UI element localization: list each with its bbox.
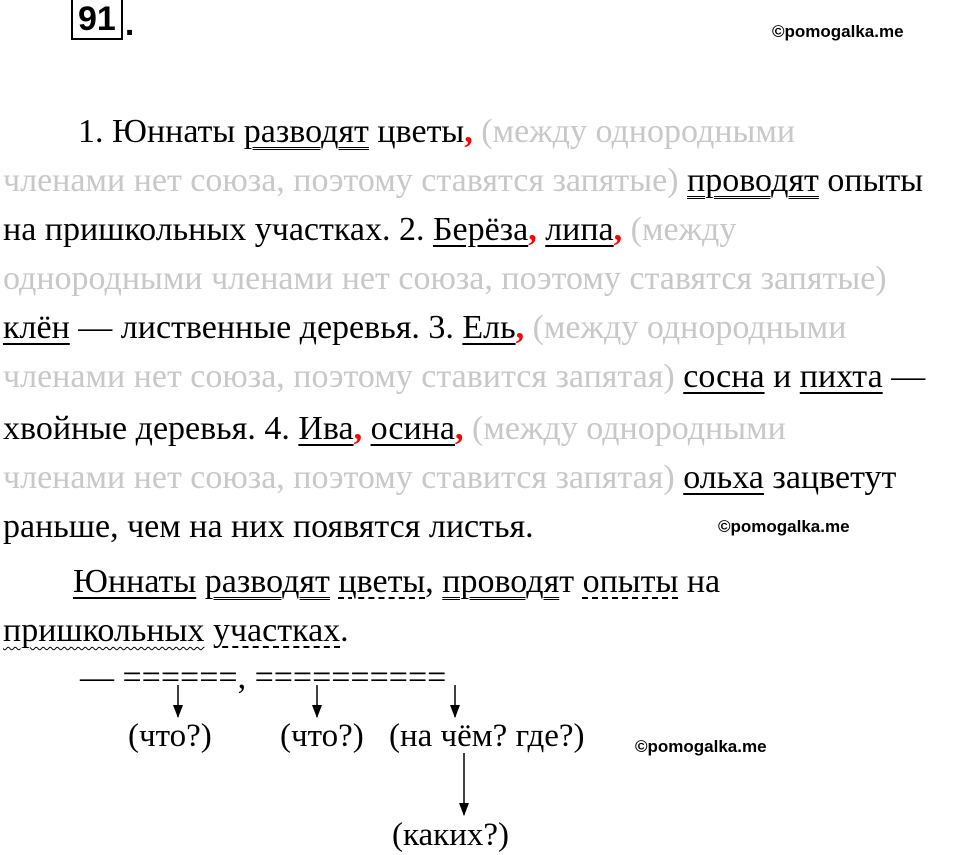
explanation-note: членами нет союза, поэтому ставятся запятые) — [3, 162, 679, 199]
analysis-preposition: на — [686, 563, 721, 600]
scheme-predicate-1: ====== — [122, 659, 238, 696]
analysis-predicate: проводя — [442, 563, 560, 600]
analysis-comma: , — [425, 563, 434, 600]
scheme-predicate-2: ========== — [254, 659, 447, 696]
word: цветы — [377, 113, 465, 150]
explanation-note: однородными членами нет союза, поэтому ставятся запятые) — [3, 260, 887, 297]
subject: клён — [3, 309, 70, 346]
subject: Берёза — [432, 211, 529, 248]
word: Юннаты — [112, 113, 236, 150]
analysis-attribute: пришкольных — [3, 612, 205, 649]
subject: ольха — [683, 459, 764, 496]
analysis-letter: т — [559, 563, 575, 600]
inserted-comma: , — [353, 410, 363, 447]
analysis-object: цветы — [338, 563, 426, 600]
watermark-top: ©pomogalka.me — [772, 22, 904, 41]
watermark-bottom: ©pomogalka.me — [635, 737, 767, 756]
text-fragment: — лиственные деревья. — [69, 309, 429, 346]
sentence-number-3: 3. — [428, 309, 463, 346]
word: опыты — [827, 162, 924, 199]
inserted-comma: , — [613, 211, 623, 248]
explanation-note: членами нет союза, поэтому ставится запятая) — [3, 459, 675, 496]
text-fragment: хвойные деревья. — [3, 410, 265, 447]
analysis-period: . — [340, 612, 349, 649]
subject: осина — [370, 410, 455, 447]
question-what-2: (что?) — [280, 718, 364, 754]
subject: липа — [545, 211, 614, 248]
sentence-number-2: 2. — [398, 211, 433, 248]
inserted-comma: , — [464, 113, 473, 150]
question-what-1: (что?) — [128, 718, 212, 754]
inserted-comma: , — [455, 410, 464, 447]
inserted-comma: , — [515, 309, 525, 346]
dash: — — [891, 358, 926, 395]
explanation-note: (между — [630, 211, 737, 248]
subject: пихта — [799, 358, 883, 395]
question-where: (на чём? где?) — [389, 718, 585, 754]
text-fragment: на пришкольных участках. — [3, 211, 399, 248]
analysis-subject: Юннаты — [73, 563, 197, 600]
inserted-comma: , — [528, 211, 537, 248]
text-fragment: раньше, чем на них появятся листья. — [3, 508, 534, 545]
word: зацветут — [772, 459, 897, 496]
analysis-object: опыты — [582, 563, 679, 600]
subject: сосна — [683, 358, 765, 395]
watermark-middle: ©pomogalka.me — [718, 517, 850, 536]
analysis-adverbial: участках — [212, 612, 341, 649]
exercise-number-dot: . — [124, 5, 135, 43]
explanation-note: (между однородными — [481, 113, 796, 150]
predicate: проводят — [687, 162, 819, 199]
sentence-number-4: 4. — [264, 410, 299, 447]
analysis-predicate: разводят — [204, 563, 330, 600]
conjunction: и — [773, 358, 792, 395]
exercise-number-box: 91 — [71, 0, 123, 40]
explanation-note: (между однородными — [532, 309, 847, 346]
subject: Ель — [462, 309, 516, 346]
sentence-number-1: 1. — [78, 113, 112, 150]
scheme-dash: — — [80, 659, 114, 696]
question-which: (каких?) — [392, 817, 509, 853]
predicate: разводят — [243, 113, 369, 150]
subject: Ива — [298, 410, 354, 447]
scheme-comma: , — [237, 659, 247, 696]
explanation-note: членами нет союза, поэтому ставится запятая) — [3, 358, 675, 395]
explanation-note: (между однородными — [472, 410, 786, 447]
